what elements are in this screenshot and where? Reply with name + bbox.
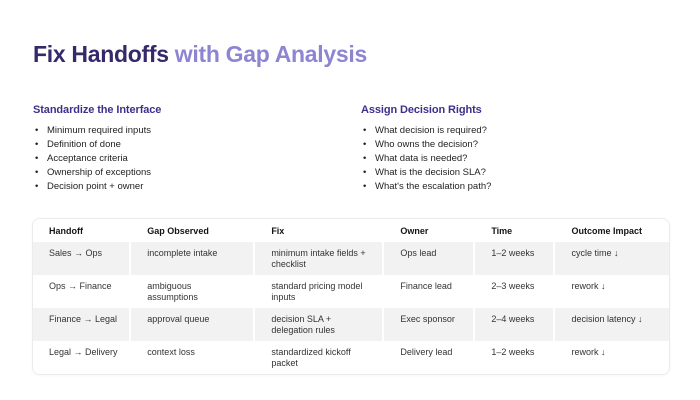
bullet-item: • Decision point + owner <box>33 182 338 192</box>
cell-fix: decision SLA + delegation rules <box>254 308 383 341</box>
cell-handoff: Finance → Legal <box>33 308 130 341</box>
cell-outcome-impact: cycle time ↓ <box>554 242 669 275</box>
bullet-item: • Definition of done <box>33 140 338 150</box>
column-header-outcome-impact: Outcome Impact <box>554 219 669 242</box>
bullet-item: • Ownership of exceptions <box>33 168 338 178</box>
bullet-list <box>361 126 666 192</box>
cell-outcome-impact: rework ↓ <box>554 341 669 374</box>
column-header-owner: Owner <box>383 219 474 242</box>
cell-time: 2–4 weeks <box>474 308 554 341</box>
table-row <box>33 308 669 341</box>
cell-outcome-impact: decision latency ↓ <box>554 308 669 341</box>
handoff-gap-table <box>33 219 669 374</box>
bullet-item: • What's the escalation path? <box>361 182 666 192</box>
handoff-gap-table-container <box>32 218 670 375</box>
table-header-row <box>33 219 669 242</box>
cell-time: 1–2 weeks <box>474 242 554 275</box>
column-header-handoff: Handoff <box>33 219 130 242</box>
column-header-gap-observed: Gap Observed <box>130 219 254 242</box>
cell-owner: Finance lead <box>383 275 474 308</box>
bullet-list <box>33 126 338 192</box>
cell-time: 1–2 weeks <box>474 341 554 374</box>
table-row <box>33 275 669 308</box>
cell-gap-observed: incomplete intake <box>130 242 254 275</box>
bullet-item: • What data is needed? <box>361 154 666 164</box>
cell-handoff: Sales → Ops <box>33 242 130 275</box>
section-heading: Standardize the Interface <box>33 104 162 116</box>
bullet-item: • What is the decision SLA? <box>361 168 666 178</box>
cell-fix: minimum intake fields + checklist <box>254 242 383 275</box>
bullet-item: • What decision is required? <box>361 126 666 136</box>
cell-owner: Delivery lead <box>383 341 474 374</box>
cell-owner: Ops lead <box>383 242 474 275</box>
bullet-item: • Minimum required inputs <box>33 126 338 136</box>
page-title-secondary: with Gap Analysis <box>174 41 367 67</box>
cell-gap-observed: context loss <box>130 341 254 374</box>
cell-outcome-impact: rework ↓ <box>554 275 669 308</box>
section-assign-decision-rights <box>361 104 666 196</box>
section-standardize-interface <box>33 104 338 196</box>
cell-time: 2–3 weeks <box>474 275 554 308</box>
table-row <box>33 341 669 374</box>
cell-owner: Exec sponsor <box>383 308 474 341</box>
cell-fix: standard pricing model inputs <box>254 275 383 308</box>
bullet-item: • Who owns the decision? <box>361 140 666 150</box>
cell-handoff: Ops → Finance <box>33 275 130 308</box>
cell-handoff: Legal → Delivery <box>33 341 130 374</box>
page-title <box>33 41 367 68</box>
section-heading: Assign Decision Rights <box>361 104 482 116</box>
page-title-primary: Fix Handoffs <box>33 41 169 67</box>
cell-fix: standardized kickoff packet <box>254 341 383 374</box>
cell-gap-observed: approval queue <box>130 308 254 341</box>
column-header-fix: Fix <box>254 219 383 242</box>
column-header-time: Time <box>474 219 554 242</box>
bullet-item: • Acceptance criteria <box>33 154 338 164</box>
table-row <box>33 242 669 275</box>
cell-gap-observed: ambiguous assumptions <box>130 275 254 308</box>
